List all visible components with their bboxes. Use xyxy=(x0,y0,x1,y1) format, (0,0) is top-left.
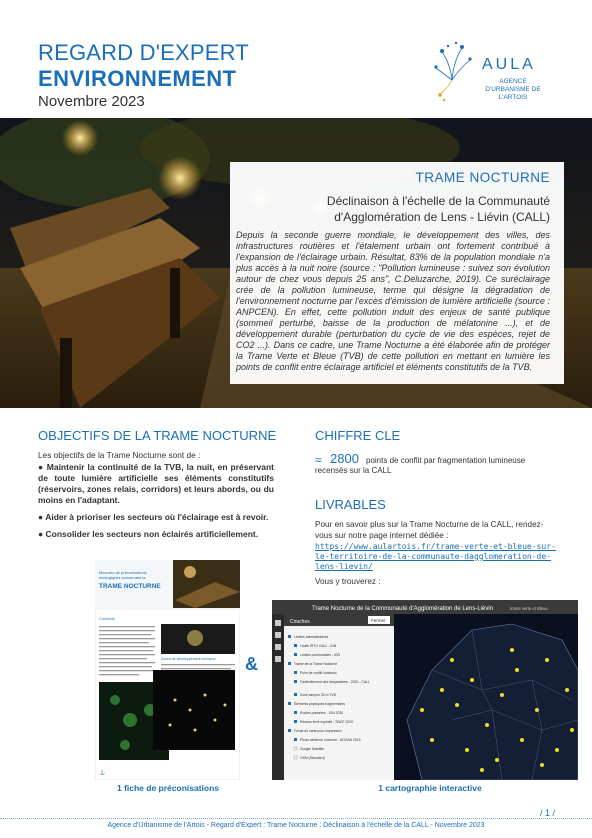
thumb1-line2: écologiques concernant la xyxy=(99,575,146,580)
objectives-intro: Les objectifs de la Trame Nocturne sont de : xyxy=(38,450,201,460)
panel-title: TRAME NOCTURNE xyxy=(415,170,550,185)
layer-item[interactable]: Trame de la Trame Nocturne xyxy=(294,662,338,666)
bullet-icon: ● xyxy=(38,512,46,522)
objective-text: Maintenir la continuité de la TVB, la nuit, en préservant de toute lumière artificielle ses éléments constitutifs (réservoirs, zones relais, corridors) et leurs abords, ou du moins en l'adaptant. xyxy=(38,462,274,505)
approx-icon: ≈ xyxy=(315,453,322,467)
close-button[interactable]: Fermer xyxy=(371,618,386,623)
map-subtitle: trame verte et Bleue xyxy=(510,606,548,611)
list-item xyxy=(38,529,274,540)
footer-divider xyxy=(0,818,592,819)
layer-item[interactable]: Point de conflit lumineux xyxy=(300,671,337,675)
layer-item[interactable]: Zone tampon 30 m TVB xyxy=(300,693,336,697)
deliverables-list-intro: Vous y trouverez : xyxy=(315,577,381,586)
layer-item[interactable]: Éléments physiques fragmentants xyxy=(294,702,346,706)
footer-text: Agence d'Urbanisme de l'Artois - Regard d'Expert : Trame Nocturne : Déclinaison à l'échelle de la CALL - Novembre 2023 xyxy=(107,822,485,829)
thumb1-line1: Mesures de préconisations xyxy=(99,570,147,575)
layers-panel-title: Couches xyxy=(290,619,310,625)
panel-subtitle: Déclinaison à l'échelle de la Communauté d'Agglomération de Lens - Liévin (CALL) xyxy=(326,194,550,224)
key-figure-value: 2800 xyxy=(330,451,359,466)
header-line-2: ENVIRONNEMENT xyxy=(38,66,237,91)
list-item xyxy=(38,512,274,523)
deliverables-intro: Pour en savoir plus sur la Trame Nocturne de la CALL, rendez-vous sur notre page internet dédiée : xyxy=(315,520,544,540)
caption-cartographie: 1 cartographie interactive xyxy=(378,783,482,793)
page-number: / 1 / xyxy=(540,808,556,818)
fiche-thumbnail[interactable] xyxy=(95,560,240,780)
panel-body-text: Depuis la seconde guerre mondiale, le développement des villes, des infrastructures routières et l'étalement urbain ont fortement contribué à l'expansion de l'éclairage urbain. Résultat, 83% de la population mondiale n'a plus accès à la nuit noire (source : "Pollution lumineuse : suivez son évolution autour de chez vous depuis 25 ans", C.Deluzarche, 2019). Ce suréclairage crée de la pollution lumineuse, terme qui désigne la dégradation de l'environnement nocturne par l'excès d'émission de lumière artificielle (source : ANPCEN). En effet, cette pollution induit des enjeux de santé publique (sommeil perturbé, baisse de la production de mélatonine ...), et de développement durable (perturbation du cycle de vie des espèces, rejet de CO2 ...). Dans ce cadre, une Trame Nocturne a été élaborée afin de protéger la Trame Verte et Bleue (TVB) de cette pollution en mettant en lumière les points de conflit entre éclairage artificiel et éléments constitutifs de la TVB. xyxy=(236,230,550,372)
deliverables-link[interactable]: https://www.aulartois.fr/trame-verte-et-bleue-sur-le-territoire-de-la-communaute-dagglomeration-de-lens-lievin/ xyxy=(315,542,556,571)
layer-item[interactable]: Géolimitement des lampadaires - 2020 - CALL xyxy=(300,680,370,684)
key-figure-text: points de conflit par fragmentation lumineuse xyxy=(366,456,526,465)
caption-fiche: 1 fiche de préconisations xyxy=(116,783,220,793)
logo-name: AULA xyxy=(482,56,536,73)
logo-subtitle: AGENCE D'URBANISME DE L'ARTOIS xyxy=(485,78,541,101)
thumb1-section: Contexte xyxy=(99,616,116,621)
deliverables-title: LIVRABLES xyxy=(315,497,386,512)
objective-text: Aider à prioriser les secteurs où l'éclairage est à revoir. xyxy=(45,512,269,522)
layer-item[interactable]: Limites administratives xyxy=(294,635,329,639)
layer-item[interactable]: Google Satellite xyxy=(300,747,324,751)
thumb1-title: TRAME NOCTURNE xyxy=(99,583,161,590)
layer-item[interactable]: Fonds de carte pour impression xyxy=(294,729,342,733)
header-date: Novembre 2023 xyxy=(38,93,145,110)
key-figure-title: CHIFFRE CLE xyxy=(315,428,401,443)
list-item xyxy=(38,462,274,506)
layer-item[interactable]: Réseau ferré exploité - SNCF 2020 xyxy=(300,720,353,724)
layer-item[interactable]: Limites communales - IGN xyxy=(300,653,340,657)
layer-item[interactable]: OSM (Standard) xyxy=(300,756,325,760)
layer-item[interactable]: Photo aérienne nocturne - AOCAN 2015 xyxy=(300,738,361,742)
ampersand: & xyxy=(245,654,258,674)
thumb1-logo: ⚓ xyxy=(99,770,106,776)
header-line-1: REGARD D'EXPERT xyxy=(38,40,249,65)
bullet-icon: ● xyxy=(38,462,47,472)
objectives-list xyxy=(38,462,274,546)
objectives-title: OBJECTIFS DE LA TRAME NOCTURNE xyxy=(38,428,277,443)
layer-item[interactable]: Routes primaires - IGN 2020 xyxy=(300,711,344,715)
thumb1-section-2: Zones de développement lumineux xyxy=(161,657,216,661)
key-figure-text-2: recensés sur la CALL xyxy=(315,466,392,475)
map-title: Trame Nocturne de la Communauté d'Agglomération de Lens-Liévin xyxy=(312,606,494,612)
bullet-icon: ● xyxy=(38,529,46,539)
objective-text: Consolider les secteurs non éclairés artificiellement. xyxy=(45,529,259,539)
layer-item[interactable]: Limite EPCI CALL - IGN xyxy=(300,644,337,648)
interactive-map-thumbnail[interactable] xyxy=(272,600,578,780)
